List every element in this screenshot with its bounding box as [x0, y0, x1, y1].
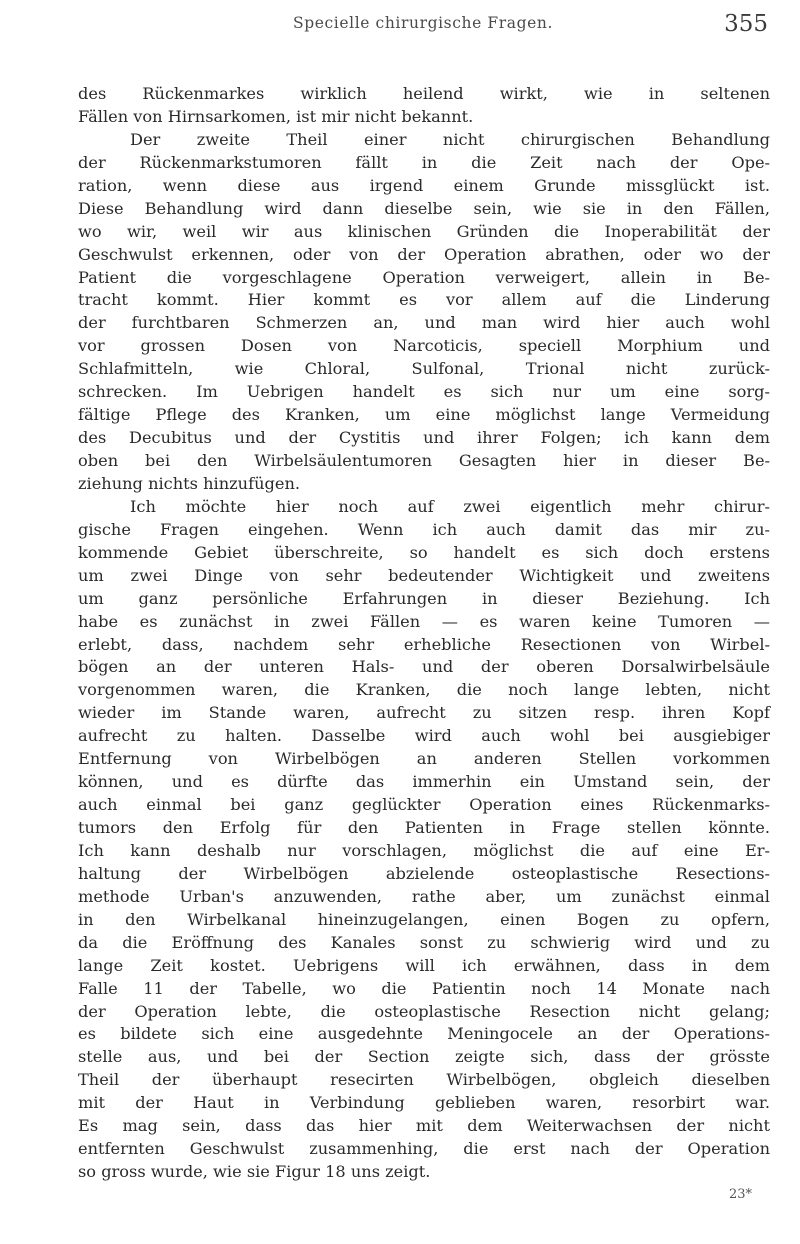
- text-line: es bildete sich eine ausgedehnte Meningocele an der Operations-: [78, 1024, 770, 1044]
- text-line: mit der Haut in Verbindung geblieben waren, resorbirt war.: [78, 1093, 770, 1113]
- text-line: des Rückenmarkes wirklich heilend wirkt, wie in seltenen: [78, 84, 770, 103]
- text-line: Schlafmitteln, wie Chloral, Sulfonal, Trional nicht zurück-: [78, 359, 770, 379]
- text-line: vor grossen Dosen von Narcoticis, speciell Morphium und: [78, 336, 770, 356]
- text-line: lange Zeit kostet. Uebrigens will ich erwähnen, dass in dem: [78, 955, 770, 975]
- text-line: Ich möchte hier noch auf zwei eigentlich mehr chirur-: [130, 496, 770, 516]
- text-line: kommende Gebiet überschreite, so handelt es sich doch erstens: [78, 542, 770, 562]
- text-line: stelle aus, und bei der Section zeigte sich, dass der grösste: [78, 1047, 770, 1067]
- text-line: des Decubitus und der Cystitis und ihrer Folgen; ich kann dem: [78, 428, 770, 448]
- text-line: ration, wenn diese aus irgend einem Grunde missglückt ist.: [78, 175, 770, 195]
- text-line: aufrecht zu halten. Dasselbe wird auch wohl bei ausgiebiger: [78, 726, 770, 746]
- text-line: Diese Behandlung wird dann dieselbe sein, wie sie in den Fällen,: [78, 198, 770, 218]
- text-line: ziehung nichts hinzufügen.: [78, 473, 301, 493]
- text-line: fältige Pflege des Kranken, um eine möglichst lange Vermeidung: [78, 405, 770, 425]
- text-line: der furchtbaren Schmerzen an, und man wird hier auch wohl: [78, 313, 770, 333]
- text-line: auch einmal bei ganz geglückter Operation eines Rückenmarks-: [78, 795, 770, 815]
- text-line: Patient die vorgeschlagene Operation verweigert, allein in Be-: [78, 267, 770, 287]
- text-line: vorgenommen waren, die Kranken, die noch lange lebten, nicht: [78, 680, 770, 700]
- text-line: tumors den Erfolg für den Patienten in Frage stellen könnte.: [78, 818, 770, 837]
- text-line: Entfernung von Wirbelbögen an anderen Stellen vorkommen: [78, 749, 770, 769]
- text-line: Ich kann deshalb nur vorschlagen, möglichst die auf eine Er-: [78, 840, 770, 860]
- text-line: können, und es dürfte das immerhin ein Umstand sein, der: [78, 772, 770, 792]
- text-line: bögen an der unteren Hals- und der oberen Dorsalwirbelsäule: [78, 657, 770, 677]
- text-line: erlebt, dass, nachdem sehr erhebliche Resectionen von Wirbel-: [78, 634, 770, 654]
- text-line: da die Eröffnung des Kanales sonst zu schwierig wird und zu: [78, 932, 770, 952]
- running-title: Specielle chirurgische Fragen.: [293, 14, 553, 32]
- text-line: der Operation lebte, die osteoplastische Resection nicht gelang;: [78, 1001, 770, 1021]
- signature-mark: 23*: [729, 1187, 753, 1202]
- text-line: haltung der Wirbelbögen abzielende osteoplastische Resections-: [78, 863, 770, 883]
- page-number: 355: [724, 11, 768, 37]
- text-line: der Rückenmarkstumoren fällt in die Zeit nach der Ope-: [78, 152, 770, 172]
- text-line: habe es zunächst in zwei Fällen — es waren keine Tumoren —: [78, 611, 770, 631]
- text-line: wo wir, weil wir aus klinischen Gründen die Inoperabilität der: [78, 221, 770, 241]
- text-line: Geschwulst erkennen, oder von der Operation abrathen, oder wo der: [78, 244, 770, 264]
- text-line: methode Urban's anzuwenden, rathe aber, um zunächst einmal: [78, 886, 770, 906]
- text-line: Falle 11 der Tabelle, wo die Patientin noch 14 Monate nach: [78, 978, 770, 998]
- text-line: um zwei Dinge von sehr bedeutender Wichtigkeit und zweitens: [78, 565, 770, 585]
- text-line: wieder im Stande waren, aufrecht zu sitzen resp. ihren Kopf: [78, 703, 770, 723]
- body-text: [78, 83, 770, 1207]
- text-line: so gross wurde, wie sie Figur 18 uns zeigt.: [78, 1162, 431, 1182]
- text-line: Es mag sein, dass das hier mit dem Weiterwachsen der nicht: [78, 1116, 770, 1136]
- text-line: entfernten Geschwulst zusammenhing, die erst nach der Operation: [78, 1139, 770, 1159]
- text-line: schrecken. Im Uebrigen handelt es sich nur um eine sorg-: [78, 382, 770, 402]
- text-line: oben bei den Wirbelsäulentumoren Gesagten hier in dieser Be-: [78, 451, 770, 470]
- text-line: gische Fragen eingehen. Wenn ich auch damit das mir zu-: [78, 519, 770, 539]
- text-line: tracht kommt. Hier kommt es vor allem auf die Linderung: [78, 290, 770, 310]
- text-line: Fällen von Hirnsarkomen, ist mir nicht bekannt.: [78, 106, 474, 126]
- running-head: [78, 11, 768, 54]
- text-line: Der zweite Theil einer nicht chirurgischen Behandlung: [130, 129, 770, 149]
- text-line: Theil der überhaupt resecirten Wirbelbögen, obgleich dieselben: [78, 1070, 770, 1090]
- text-line: um ganz persönliche Erfahrungen in dieser Beziehung. Ich: [78, 588, 770, 608]
- text-line: in den Wirbelkanal hineinzugelangen, einen Bogen zu opfern,: [78, 909, 770, 929]
